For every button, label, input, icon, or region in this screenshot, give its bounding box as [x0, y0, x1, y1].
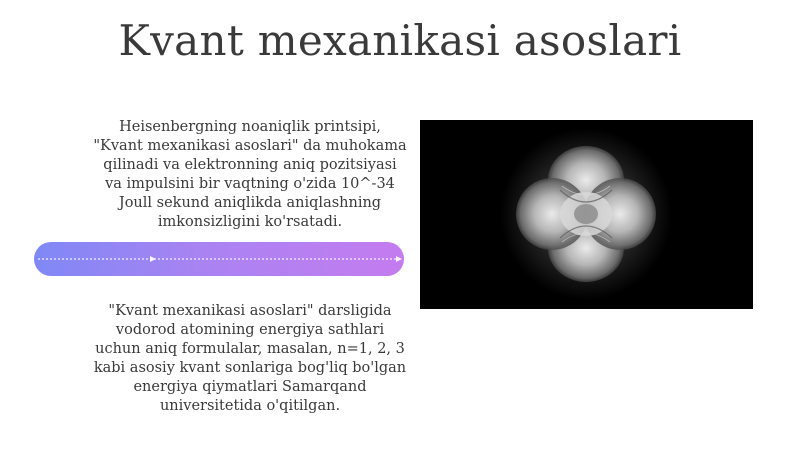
orbital-image — [420, 120, 753, 309]
page-title: Kvant mexanikasi asoslari — [118, 16, 682, 65]
gradient-divider — [34, 242, 404, 276]
paragraph-hydrogen-energy-levels: "Kvant mexanikasi asoslari" darsligida vodorod atomining energiya sathlari uchun aniq formulalar, masalan, n=1, 2, 3 kabi asosiy kvant sonlariga bog'liq bo'lgan energiya qiymatlari Samarqand universitetida o'qitilgan. — [93, 303, 407, 414]
paragraph-uncertainty-principle: Heisenbergning noaniqlik printsipi, "Kvant mexanikasi asoslari" da muhokama qilinadi va elektronning aniq pozitsiyasi va impulsini bir vaqtning o'zida 10^-34 Joull sekund aniqlikda aniqlashning imkonsizligini ko'rsatadi. — [93, 119, 407, 230]
dashed-arrow-line-icon — [34, 242, 404, 276]
electron-orbital-icon — [420, 120, 753, 309]
